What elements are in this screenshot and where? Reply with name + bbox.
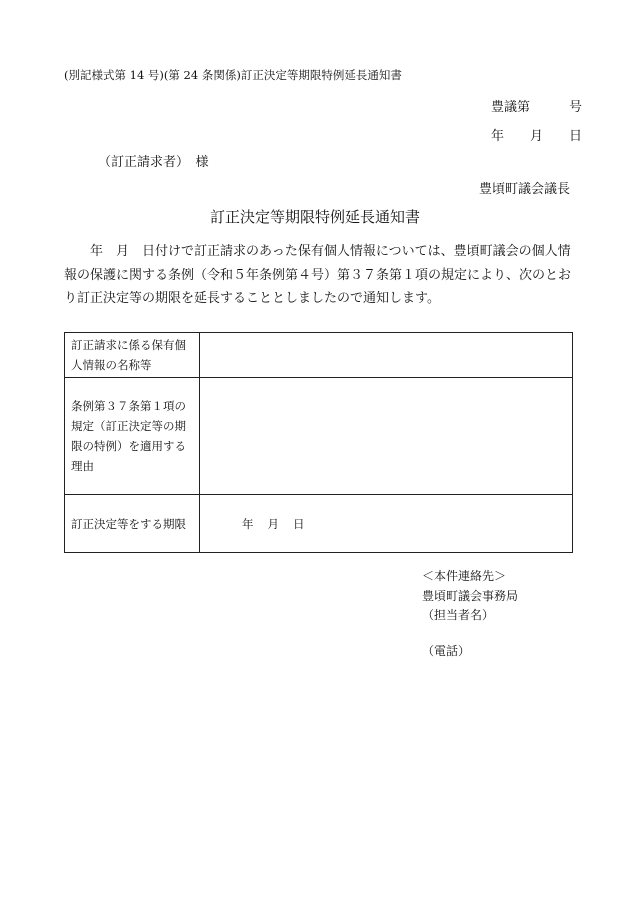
info-table: [64, 332, 573, 553]
form-header: (別記様式第 14 号)(第 24 条関係)訂正決定等期限特例延長通知書: [64, 68, 402, 82]
contact-block: [422, 567, 518, 661]
document-title: 訂正決定等期限特例延長通知書: [209, 208, 420, 226]
table-label-info-name: 訂正請求に係る保有個人情報の名称等: [65, 333, 200, 378]
deadline-year: 年: [242, 516, 254, 531]
table-row: [65, 378, 573, 495]
deadline-day: 日: [293, 516, 305, 531]
deadline-month: 月: [267, 516, 279, 531]
recipient: （訂正請求者） 様: [98, 155, 209, 170]
table-label-reason: 条例第３７条第１項の規定（訂正決定等の期限の特例）を適用する理由: [65, 378, 200, 495]
table-value-info-name: [200, 333, 573, 378]
contact-office: 豊頃町議会事務局: [422, 588, 519, 603]
table-label-deadline: 訂正決定等をする期限: [65, 495, 200, 553]
contact-phone: （電話）: [422, 643, 471, 658]
table-row: [65, 333, 573, 378]
contact-heading: ＜本件連絡先＞: [422, 569, 507, 583]
table-value-reason: [200, 378, 573, 495]
document-number: 豊議第 号: [490, 100, 582, 115]
contact-person: （担当者名）: [422, 608, 495, 622]
body-text: 年 月 日付けで訂正請求のあった保有個人情報については、豊頃町議会の個人情報の保護に関する条例（令和５年条例第４号）第３７条第１項の規定により、次のとおり訂正決定等の期限を延長することとしましたので通知します。: [64, 244, 572, 306]
sender: 豊頃町議会議長: [478, 182, 570, 197]
table-value-deadline: [200, 495, 573, 553]
table-row: [65, 495, 573, 553]
document-date: 年 月 日: [490, 129, 582, 144]
